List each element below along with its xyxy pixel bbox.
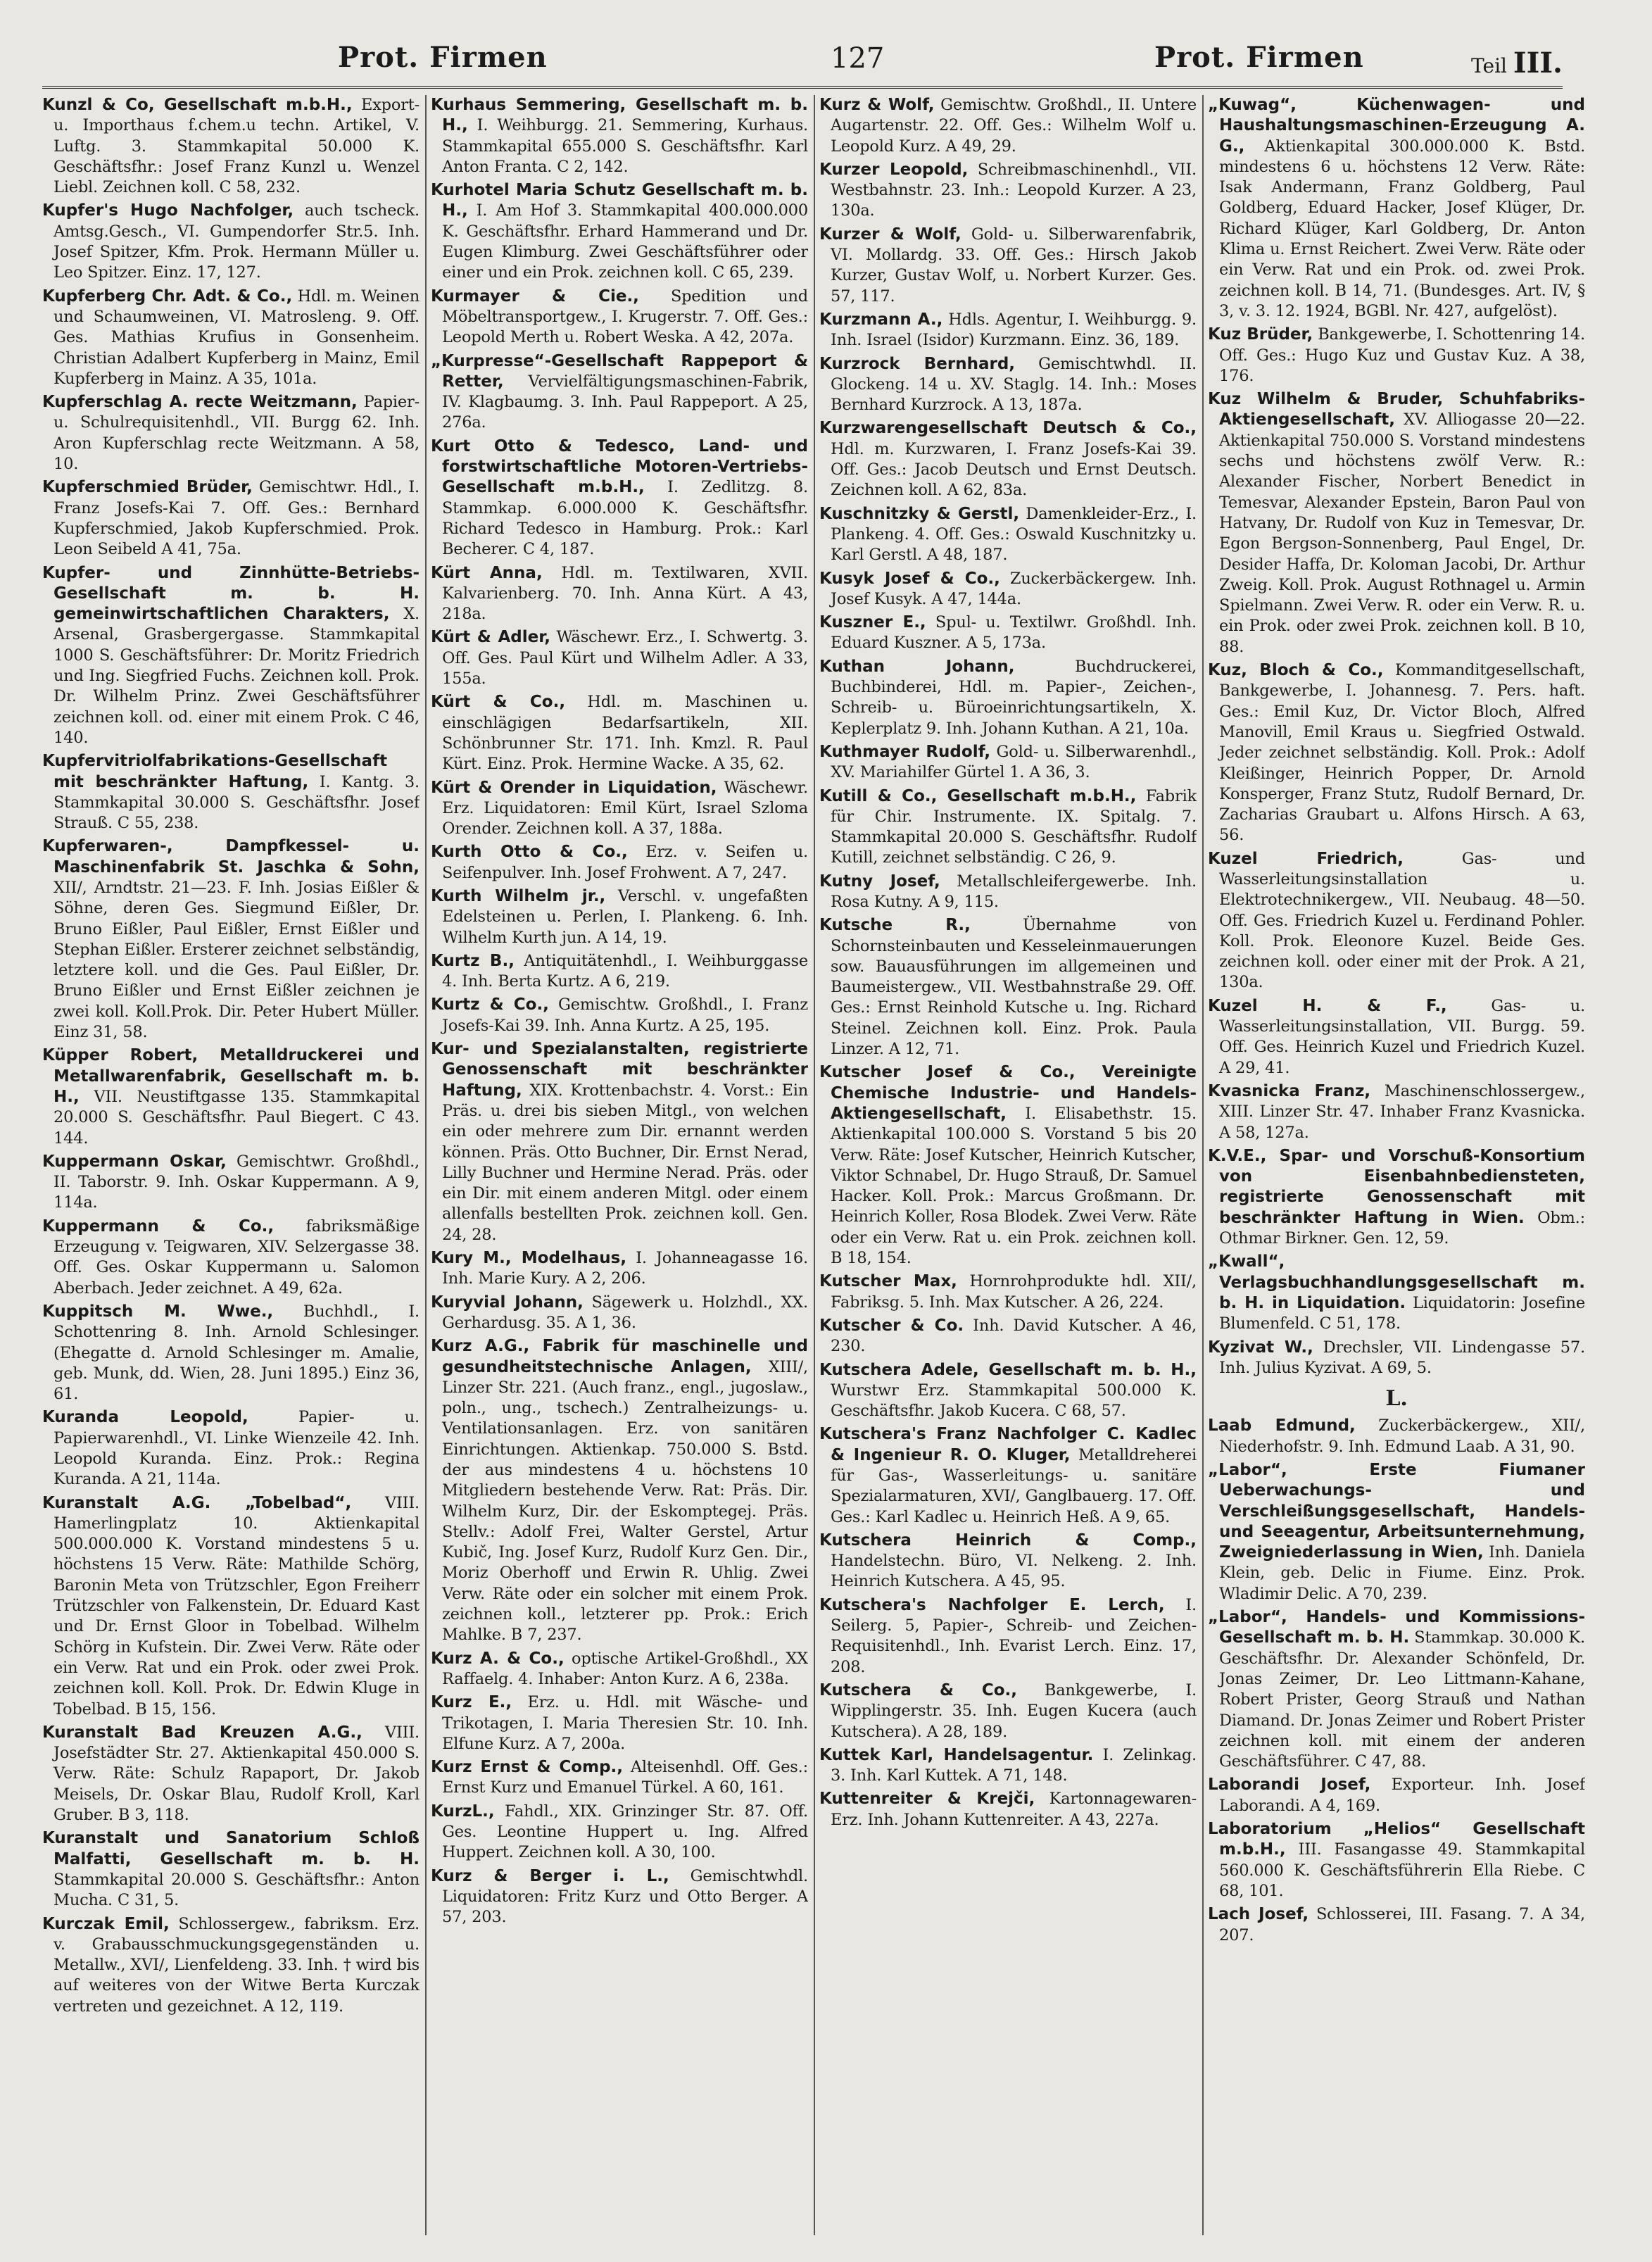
directory-entry	[42, 1723, 420, 1826]
firm-details: Papier- u. Schulrequisitenhdl., VII. Burgg 62. Inh. Aron Kupferschlag recte Weitzmann. A 58, 10.	[53, 393, 420, 474]
firm-details: Wurstwr Erz. Stammkapital 500.000 K. Geschäftsfhr. Jakob Kucera. C 68, 57.	[831, 1381, 1197, 1421]
firm-name: Kutschera's Franz Nachfolger C. Kadlec & Ingenieur R. O. Kluger,	[819, 1425, 1197, 1464]
directory-entry	[1208, 325, 1585, 387]
directory-entry	[1208, 389, 1585, 658]
firm-name: Kurhaus Semmering, Gesellschaft m. b. H.,	[431, 96, 808, 135]
directory-entry	[42, 201, 420, 283]
directory-entry	[42, 563, 420, 749]
firm-details: Übernahme von Schornsteinbauten und Kesseleinmauerungen sow. Bauausführungen im allgemeinen und Baumeistergew., VII. Westbahnstraße 29. Off. Ges.: Ernst Reinhold Kutsche u. Ing. Richard Steinel. Zeichnen koll. Einz. Prok. Paula Linzer. A 12, 71.	[831, 916, 1197, 1059]
firm-name: Kürt & Orender in Liquidation,	[431, 778, 717, 797]
header-left-title: Prot. Firmen	[338, 41, 548, 74]
directory-entry	[431, 563, 808, 625]
firm-details: Obm.: Othmar Birkner. Gen. 12, 59.	[1219, 1208, 1585, 1248]
firm-name: Kyzivat W.,	[1208, 1338, 1313, 1357]
firm-details: Gemischtwhdl. Liquidatoren: Fritz Kurz und Otto Berger. A 57, 203.	[442, 1866, 808, 1927]
directory-entry	[42, 836, 420, 1043]
firm-name: Kurzwarengesellschaft Deutsch & Co.,	[819, 419, 1197, 438]
firm-name: Kurmayer & Cie.,	[431, 287, 639, 306]
firm-name: Kutill & Co., Gesellschaft m.b.H.,	[819, 786, 1137, 805]
firm-details: I. Zelinkag. 3. Inh. Karl Kuttek. A 71, 148.	[831, 1745, 1197, 1785]
directory-entry	[819, 915, 1197, 1060]
column-divider	[814, 95, 815, 2235]
firm-name: Kuz Wilhelm & Bruder, Schuhfabriks-Aktiengesellschaft,	[1208, 390, 1585, 429]
firm-details: Hdls. Agentur, I. Weihburgg. 9. Inh. Israel (Isidor) Kurzmann. Einz. 36, 189.	[831, 310, 1197, 350]
firm-name: Kuttek Karl, Handelsagentur.	[819, 1745, 1094, 1764]
firm-name: Kurz A. & Co.,	[431, 1649, 565, 1668]
firm-name: Kurz E.,	[431, 1693, 512, 1712]
directory-entry	[42, 1828, 420, 1911]
directory-entry	[431, 842, 808, 884]
firm-details: Inh. Daniela Klein, geb. Delic in Fiume. Einz. Prok. Wladimir Delic. A 70, 239.	[1219, 1543, 1585, 1603]
column-2	[431, 95, 808, 2235]
directory-entry	[431, 1866, 808, 1928]
directory-entry	[431, 1757, 808, 1799]
letter-section-heading: L.	[1385, 1386, 1408, 1412]
firm-details: auch tscheck. Amtsg.Gesch., VI. Gumpendorfer Str.5. Inh. Josef Spitzer, Kfm. Prok. Hermann Müller u. Leo Spitzer. Einz. 17, 127.	[53, 201, 420, 282]
firm-name: Kuppermann & Co.,	[42, 1217, 275, 1236]
firm-details: Export- u. Importhaus f.chem.u techn. Artikel, V. Luftg. 3. Stammkapital 50.000 K. Geschäftsfhr.: Josef Franz Kunzl u. Wenzel Liebl. Zeichnen koll. C 58, 232.	[53, 96, 420, 197]
firm-name: Lach Josef,	[1208, 1905, 1309, 1924]
firm-name: Kurth Wilhelm jr.,	[431, 886, 606, 905]
firm-details: Fahdl., XIX. Grinzinger Str. 87. Off. Ges. Leontine Huppert u. Ing. Alfred Huppert. Zeichnen koll. A 30, 100.	[442, 1802, 808, 1862]
firm-details: Antiquitätenhdl., I. Weihburggasse 4. Inh. Berta Kurtz. A 6, 219.	[442, 951, 808, 991]
part-indicator	[1471, 46, 1563, 80]
firm-details: Gas- und Wasserleitungsinstallation u. Elektrotechnikergew., VII. Neubaug. 48—50. Off. Ges. Friedrich Kuzel u. Ferdinand Pohler. Koll. Prok. Eleonore Kuzel. Beide Ges. zeichnen koll. oder einer mit der Prok. A 21, 130a.	[1219, 849, 1585, 992]
column-divider	[425, 95, 427, 2235]
firm-details: I. Am Hof 3. Stammkapital 400.000.000 K. Geschäftsfhr. Erhard Hammerand und Dr. Eugen Klimburg. Zwei Geschäftsführer oder einer und ein Prok. zeichnen koll. C 65, 239.	[442, 201, 808, 282]
directory-entry	[431, 436, 808, 560]
firm-details: Vervielfältigungsmaschinen-Fabrik, IV. Klagbaumg. 3. Inh. Paul Rappeport. A 25, 276a.	[442, 372, 808, 432]
firm-details: I. Zedlitzg. 8. Stammkap. 6.000.000 K. Geschäftsfhr. Richard Tedesco in Hamburg. Prok.: Karl Becherer. C 4, 187.	[442, 478, 808, 559]
firm-name: Kupferwaren-, Dampfkessel- u. Maschinenfabrik St. Jaschka & Sohn,	[42, 837, 420, 876]
directory-entry	[431, 1336, 808, 1645]
firm-details: Handelstechn. Büro, VI. Nelkeng. 2. Inh. Heinrich Kutschera. A 45, 95.	[831, 1552, 1197, 1591]
directory-entry	[431, 627, 808, 689]
firm-name: Kurt Otto & Tedesco, Land- und forstwirtschaftliche Motoren-Vertriebs-Gesellschaft m.b.H.,	[431, 436, 808, 497]
firm-name: Kurczak Emil,	[42, 1914, 170, 1933]
firm-details: Gemischtwr. Großhdl., II. Taborstr. 9. Inh. Oskar Kuppermann. A 9, 114a.	[53, 1152, 420, 1212]
firm-name: Kuppermann Oskar,	[42, 1152, 227, 1171]
firm-name: Kuranstalt und Sanatorium Schloß Malfatti, Gesellschaft m. b. H.	[42, 1829, 420, 1868]
firm-details: Hdl. m. Kurzwaren, I. Franz Josefs-Kai 39. Off. Ges.: Jacob Deutsch und Ernst Deutsch. Zeichnen koll. A 62, 83a.	[831, 439, 1197, 500]
firm-details: I. Seilerg. 5, Papier-, Schreib- und Zeichen-Requisitenhdl., Inh. Evarist Lerch. Einz. 17, 208.	[831, 1595, 1197, 1676]
directory-entry	[431, 180, 808, 283]
directory-entry	[819, 569, 1197, 610]
directory-entry	[431, 1248, 808, 1290]
firm-details: Wäschewr. Erz. Liquidatoren: Emil Kürt, Israel Szloma Orender. Zeichnen koll. A 37, 188a.	[442, 778, 808, 838]
header-right-title: Prot. Firmen	[1154, 41, 1364, 74]
firm-details: Spul- u. Textilwr. Großhdl. Inh. Eduard Kuszner. A 5, 173a.	[831, 613, 1197, 653]
directory-entry	[819, 1424, 1197, 1527]
firm-details: Gold- u. Silberwarenfabrik, VI. Mollardg. 33. Off. Ges.: Hirsch Jakob Kurzer, Gustav Wolf, u. Norbert Kurzer. Ges. 57, 117.	[831, 225, 1197, 306]
firm-details: Spedition und Möbeltransportgew., I. Krugerstr. 7. Off. Ges.: Leopold Merth u. Robert Weska. A 42, 207a.	[442, 287, 808, 347]
firm-name: K.V.E., Spar- und Vorschuß-Konsortium von Eisenbahnbediensteten, registrierte Genossenschaft mit beschränkter Haftung in Wien.	[1208, 1146, 1585, 1227]
directory-entry	[1208, 1460, 1585, 1604]
firm-details: Buchdruckerei, Buchbinderei, Hdl. m. Papier-, Zeichen-, Schreib- u. Büroeinrichtungsartikeln, X. Keplerplatz 9. Inh. Johann Kuthan. A 21, 10a.	[831, 657, 1197, 738]
firm-name: Kurth Otto & Co.,	[431, 843, 628, 862]
directory-entry	[819, 1271, 1197, 1313]
firm-name: „Kuwag“, Küchenwagen- und Haushaltungsmaschinen-Erzeugung A. G.,	[1208, 96, 1585, 156]
firm-details: Papier- u. Papierwarenhdl., VI. Linke Wienzeile 42. Inh. Leopold Kuranda. Einz. Prok.: Regina Kuranda. A 21, 114a.	[53, 1408, 420, 1489]
directory-entry	[1208, 95, 1585, 322]
directory-entry	[819, 225, 1197, 307]
firm-details: Liquidatorin: Josefine Blumenfeld. C 51, 178.	[1219, 1293, 1585, 1333]
columns-container	[42, 95, 1591, 2235]
firm-name: Kusyk Josef & Co.,	[819, 569, 1000, 588]
firm-name: Kutsche R.,	[819, 916, 971, 935]
firm-details: Hdl. m. Weinen und Schaumweinen, VI. Matrosleng. 9. Off. Ges. Mathias Krufius in Gonsenheim. Christian Adalbert Kupferberg in Mainz, Emil Kupferberg in Mainz. A 35, 101a.	[53, 287, 420, 388]
firm-name: Laboratorium „Helios“ Gesellschaft m.b.H.,	[1208, 1820, 1585, 1859]
directory-entry	[42, 1407, 420, 1490]
firm-name: Kutschera Adele, Gesellschaft m. b. H.,	[819, 1360, 1197, 1379]
part-label: Teil	[1471, 54, 1507, 77]
firm-details: I. Johanneagasse 16. Inh. Marie Kury. A 2, 206.	[442, 1249, 808, 1288]
firm-details: Gemischtwhdl. II. Glockeng. 14 u. XV. Staglg. 14. Inh.: Moses Bernhard Kurzrock. A 13, 187a.	[831, 354, 1197, 415]
firm-details: Kartonnagewaren-Erz. Inh. Johann Kuttenreiter. A 43, 227a.	[831, 1790, 1197, 1829]
firm-name: Kunzl & Co, Gesellschaft m.b.H.,	[42, 96, 353, 114]
directory-entry	[1208, 1607, 1585, 1772]
directory-entry	[819, 612, 1197, 654]
directory-entry	[1208, 1081, 1585, 1143]
directory-entry	[1208, 660, 1585, 846]
directory-entry	[819, 872, 1197, 913]
firm-name: Kvasnicka Franz,	[1208, 1081, 1371, 1100]
directory-entry	[819, 1062, 1197, 1269]
firm-details: XIII/, Linzer Str. 221. (Auch franz., engl., jugoslaw., poln., ung., tschech.) Zentralheizungs- u. Ventilationsanlagen. Erz. von sanitären Einrichtungen. Aktienkap. 750.000 S. Bstd. der aus mindestens 4 u. höchstens 10 Mitgliedern bestehende Verw. Rat: Präs. Dir. Wilhelm Kurz, Dir. der Eskomptegej. Präs. Stellv.: Adolf Frei, Walter Gerstel, Artur Kubič, Ing. Josef Kurz, Rudolf Kurz Gen. Dir., Moriz Oberhoff und Erwin R. Uhlig. Zwei Verw. Räte oder ein solcher mit einem Prok. zeichnen koll., letzterer pp. Prok.: Erich Mahlke. B 7, 237.	[442, 1357, 808, 1645]
directory-entry	[819, 1789, 1197, 1830]
firm-name: „Labor“, Erste Fiumaner Ueberwachungs- und Verschleißungsgesellschaft, Handels- und Seeagentur, Arbeitsunternehmung, Zweigniederlassung in Wien,	[1208, 1461, 1585, 1562]
firm-details: VII. Neustiftgasse 135. Stammkapital 20.000 S. Geschäftsfhr. Paul Biegert. C 43. 144.	[53, 1087, 420, 1148]
column-divider	[1202, 95, 1204, 2235]
firm-details: I. Weihburgg. 21. Semmering, Kurhaus. Stammkapital 655.000 S. Geschäftsfhr. Karl Anton Franta. C 2, 142.	[442, 116, 808, 176]
firm-details: Inh. David Kutscher. A 46, 230.	[831, 1316, 1197, 1356]
firm-name: Kutscher Josef & Co., Vereinigte Chemische Industrie- und Handels-Aktiengesellschaft,	[819, 1063, 1197, 1123]
firm-name: Kuszner E.,	[819, 613, 926, 632]
firm-details: Gemischtw. Großhdl., I. Franz Josefs-Kai 39. Inh. Anna Kurtz. A 25, 195.	[442, 995, 808, 1035]
firm-details: Erz. u. Hdl. mit Wäsche- und Trikotagen, I. Maria Theresien Str. 10. Inh. Elfune Kurz. A 7, 200a.	[442, 1693, 808, 1753]
firm-details: I. Elisabethstr. 15. Aktienkapital 100.000 S. Vorstand 5 bis 20 Verw. Räte: Josef Kutscher, Heinrich Kutscher, Viktor Schnabel, Dr. Hugo Strauß, Dr. Samuel Hacker. Koll. Prok.: Marcus Großmann. Dr. Heinrich Koller, Rosa Blodek. Zwei Verw. Räte oder ein Verw. Rat u. ein Prok. zeichnen koll. B 18, 154.	[831, 1104, 1197, 1268]
directory-entry	[819, 310, 1197, 351]
firm-details: Schlosserei, III. Fasang. 7. A 34, 207.	[1219, 1905, 1585, 1944]
firm-details: XV. Alliogasse 20—22. Aktienkapital 750.000 S. Vorstand mindestens sechs und höchstens zwölf Verw. R.: Alexander Fischer, Norbert Benedict in Temesvar, Alexander Epstein, Baron Paul von Hatvany, Dr. Rudolf von Kuz in Temesvar, Dr. Egon Bergson-Sonnenberg, Paul Engel, Dr. Desider Haffa, Dr. Koloman Jacobi, Dr. Arthur Zweig. Koll. Prok. August Rothnagel u. Armin Spielmann. Zwei Verw. R. oder ein Verw. R. u. ein Prok. oder zwei Prok. zeichnen koll. B 10, 88.	[1219, 410, 1585, 656]
firm-details: Gemischtwr. Hdl., I. Franz Josefs-Kai 7. Off. Ges.: Bernhard Kupferschmied, Jakob Kupferschmied. Prok. Leon Seibeld A 41, 75a.	[53, 478, 420, 559]
directory-entry	[819, 657, 1197, 739]
firm-name: Kutny Josef,	[819, 872, 940, 891]
firm-name: Kury M., Modelhaus,	[431, 1249, 627, 1268]
firm-name: Kurzer & Wolf,	[819, 225, 961, 244]
directory-entry	[42, 1914, 420, 2017]
directory-entry	[431, 95, 808, 177]
directory-entry	[431, 886, 808, 948]
column-4	[1208, 95, 1585, 2235]
firm-name: Kurhotel Maria Schutz Gesellschaft m. b. H.,	[431, 181, 808, 220]
firm-name: Kupferberg Chr. Adt. & Co.,	[42, 287, 293, 306]
firm-name: KurzL.,	[431, 1802, 495, 1821]
firm-name: Kürt & Adler,	[431, 628, 550, 647]
firm-details: Schreibmaschinenhdl., VII. Westbahnstr. 23. Inh.: Leopold Kurzer. A 23, 130a.	[831, 160, 1197, 220]
directory-entry	[819, 418, 1197, 501]
column-1	[42, 95, 420, 2235]
directory-entry	[1208, 996, 1585, 1079]
firm-name: Kupfervitriolfabrikations-Gesellschaft mit beschränkter Haftung,	[42, 752, 388, 791]
directory-entry	[1208, 1416, 1585, 1457]
firm-name: Kuppitsch M. Wwe.,	[42, 1302, 274, 1321]
firm-name: Kurz Ernst & Comp.,	[431, 1758, 624, 1777]
directory-entry	[1208, 1252, 1585, 1334]
firm-details: Erz. v. Seifen u. Seifenpulver. Inh. Josef Frohwent. A 7, 247.	[442, 843, 808, 882]
firm-name: Kurz A.G., Fabrik für maschinelle und gesundheitstechnische Anlagen,	[431, 1337, 808, 1376]
firm-name: Kuranda Leopold,	[42, 1408, 248, 1427]
firm-name: Kurz & Wolf,	[819, 96, 935, 114]
directory-entry	[819, 504, 1197, 566]
column-3	[819, 95, 1197, 2235]
firm-details: Fabrik für Chir. Instrumente. IX. Spitalg. 7. Stammkapital 20.000 S. Geschäftsfhr. Rudolf Kutill, zeichnet selbständig. C 26, 9.	[831, 786, 1197, 867]
directory-entry	[819, 354, 1197, 416]
firm-name: Küpper Robert, Metalldruckerei und Metallwarenfabrik, Gesellschaft m. b. H.,	[42, 1046, 420, 1106]
firm-details: I. Kantg. 3. Stammkapital 30.000 S. Geschäftsfhr. Josef Strauß. C 55, 238.	[53, 772, 420, 833]
directory-entry	[1208, 1146, 1585, 1249]
firm-name: Kuzel Friedrich,	[1208, 849, 1404, 868]
firm-details: Stammkap. 30.000 K. Geschäftsfhr. Dr. Alexander Schönfeld, Dr. Jonas Zeimer, Dr. Leo Littmann-Kahane, Robert Prister, Georg Strauß und Nathan Diamand. Dr. Jonas Zeimer und Robert Prister zeichnen koll. mit einem der anderen Geschäftsführer. C 47, 88.	[1219, 1628, 1585, 1771]
firm-name: Kurz & Berger i. L.,	[431, 1866, 669, 1885]
firm-details: Zuckerbäckergew., XII/, Niederhofstr. 9. Inh. Edmund Laab. A 31, 90.	[1219, 1416, 1585, 1456]
firm-details: Alteisenhdl. Off. Ges.: Ernst Kurz und Emanuel Türkel. A 60, 161.	[442, 1758, 808, 1797]
firm-details: III. Fasangasse 49. Stammkapital 560.000 K. Geschäftsführerin Ella Riebe. C 68, 101.	[1219, 1840, 1585, 1900]
directory-entry	[42, 287, 420, 389]
firm-details: Exporteur. Inh. Josef Laborandi. A 4, 169.	[1219, 1776, 1585, 1815]
firm-name: Kuranstalt Bad Kreuzen A.G.,	[42, 1723, 362, 1742]
directory-entry	[819, 1360, 1197, 1422]
firm-name: Laborandi Josef,	[1208, 1776, 1371, 1795]
directory-entry	[42, 477, 420, 560]
firm-name: Kuranstalt A.G. „Tobelbad“,	[42, 1493, 352, 1512]
firm-details: Sägewerk u. Holzhdl., XX. Gerhardusg. 35. A 1, 36.	[442, 1293, 808, 1332]
directory-entry	[431, 1692, 808, 1754]
directory-entry	[431, 1039, 808, 1245]
firm-name: Kuthan Johann,	[819, 657, 1015, 676]
directory-entry	[819, 1745, 1197, 1787]
firm-details: XIX. Krottenbachstr. 4. Vorst.: Ein Präs. u. drei bis sieben Mitgl., von welchen ein oder mehrere zum Dir. ernannt werden können. Präs. Otto Buchner, Dir. Ernst Nerad, Lilly Buchner und Hermine Nerad. Präs. oder ein Dir. mit einem anderen Mitgl. oder einem allenfalls bestellten Prok. zeichnen koll. Gen. 24, 28.	[442, 1081, 808, 1244]
directory-entry	[819, 1531, 1197, 1592]
directory-entry	[42, 1217, 420, 1299]
firm-name: Kuz Brüder,	[1208, 325, 1313, 344]
firm-details: Drechsler, VII. Lindengasse 57. Inh. Julius Kyzivat. A 69, 5.	[1219, 1338, 1585, 1377]
firm-name: Kupfer's Hugo Nachfolger,	[42, 201, 294, 220]
firm-name: Kutscher & Co.	[819, 1316, 964, 1335]
firm-details: Hdl. m. Maschinen u. einschlägigen Bedarfsartikeln, XII. Schönbrunner Str. 171. Inh. Kmzl. R. Paul Kürt. Einz. Prok. Hermine Wacke. A 35, 62.	[442, 693, 808, 774]
firm-name: Kutschera & Co.,	[819, 1680, 1018, 1699]
directory-entry	[431, 351, 808, 434]
firm-details: Damenkleider-Erz., I. Plankeng. 4. Off. Ges.: Oswald Kuschnitzky u. Karl Gerstl. A 48, 187.	[831, 504, 1197, 565]
firm-name: „Kwall“, Verlagsbuchhandlungsgesellschaft m. b. H. in Liquidation.	[1208, 1252, 1585, 1312]
page-header	[42, 37, 1563, 89]
directory-entry	[819, 1680, 1197, 1742]
firm-name: „Labor“, Handels- und Kommissions-Gesellschaft m. b. H.	[1208, 1608, 1585, 1647]
directory-entry	[819, 160, 1197, 222]
directory-entry	[1208, 1904, 1585, 1946]
firm-details: Aktienkapital 300.000.000 K. Bstd. mindestens 6 u. höchstens 12 Verw. Räte: Isak Andermann, Franz Goldberg, Paul Goldberg, Eduard Hacker, Josef Klüger, Dr. Richard Klüger, Karl Goldberg, Dr. Anton Klima u. Ernst Reichert. Zwei Verw. Räte oder ein Verw. Rat und ein Prok. od. zwei Prok. zeichnen koll. B 14, 71. (Bundesges. Art. IV, § 3, v. 3. 12. 1924, BGBl. Nr. 427, aufgelöst).	[1219, 137, 1585, 320]
directory-entry	[1208, 1775, 1585, 1816]
firm-name: Kupferschlag A. recte Weitzmann,	[42, 393, 358, 412]
directory-entry	[819, 1316, 1197, 1357]
directory-entry	[42, 1493, 420, 1720]
firm-details: optische Artikel-Großhdl., XX Raffaelg. 4. Inhaber: Anton Kurz. A 6, 238a.	[442, 1649, 808, 1688]
firm-name: Kuz, Bloch & Co.,	[1208, 661, 1384, 680]
firm-name: Kupferschmied Brüder,	[42, 478, 253, 497]
firm-details: Hornrohprodukte hdl. XII/, Fabriksg. 5. Inh. Max Kutscher. A 26, 224.	[831, 1272, 1197, 1312]
firm-details: Buchhdl., I. Schottenring 8. Inh. Arnold Schlesinger. (Ehegatte d. Arnold Schlesinger m. Amalie, geb. Munk, dd. Wien, 28. Juni 1895.) Einz 36, 61.	[53, 1302, 420, 1404]
firm-details: XII/, Arndtstr. 21—23. F. Inh. Josias Eißler & Söhne, deren Ges. Siegmund Eißler, Dr. Bruno Eißler, Paul Eißler, Ernst Eißler und Stephan Eißler. Ersterer zeichnet selbständig, letztere koll. und die Ges. Paul Eißler, Dr. Bruno Eißler und Ernst Eißler zeichnen je zwei koll. Koll.Prok. Dir. Peter Hubert Müller. Einz 31, 58.	[53, 878, 420, 1042]
firm-name: Kuzel H. & F.,	[1208, 996, 1447, 1015]
directory-entry	[431, 995, 808, 1036]
firm-name: Kürt & Co.,	[431, 693, 566, 712]
firm-name: Kurtz B.,	[431, 951, 515, 970]
firm-details: Bankgewerbe, I. Wipplingerstr. 35. Inh. Eugen Kucera (auch Kutschera). A 28, 189.	[831, 1680, 1197, 1741]
firm-name: Kutschera Heinrich & Comp.,	[819, 1531, 1197, 1550]
firm-name: Kurtz & Co.,	[431, 995, 549, 1014]
directory-entry	[819, 742, 1197, 784]
directory-entry	[819, 1595, 1197, 1678]
firm-name: Kürt Anna,	[431, 563, 543, 582]
directory-entry	[431, 692, 808, 774]
directory-entry	[1208, 849, 1585, 993]
firm-details: VIII. Hamerlingplatz 10. Aktienkapital 500.000.000 K. Vorstand mindestens 5 u. höchstens 15 Verw. Räte: Mathilde Schörg, Baronin Meta von Trützschler, Egon Freiherr Trützschler von Falkenstein, Dr. Eduard Kast und Dr. Ernst Gloor in Tobelbad. Wilhelm Schörg in Kufstein. Dir. Zwei Verw. Räte oder ein Verw. Rat und ein Prok. oder zwei Prok. zeichnen koll. Koll. Prok. Dr. Edwin Kluge in Tobelbad. B 15, 156.	[53, 1493, 420, 1719]
firm-details: Gold- u. Silberwarenhdl., XV. Mariahilfer Gürtel 1. A 36, 3.	[831, 742, 1197, 782]
directory-entry	[42, 95, 420, 198]
firm-details: VIII. Josefstädter Str. 27. Aktienkapital 450.000 S. Verw. Räte: Schulz Rapaport, Dr. Jakob Meisels, Dr. Oskar Blau, Rudolf Kroll, Karl Gruber. B 3, 118.	[53, 1723, 420, 1825]
firm-name: Laab Edmund,	[1208, 1416, 1356, 1435]
firm-details: Bankgewerbe, I. Schottenring 14. Off. Ges.: Hugo Kuz und Gustav Kuz. A 38, 176.	[1219, 325, 1585, 385]
directory-entry	[42, 392, 420, 475]
firm-name: Kur- und Spezialanstalten, registrierte Genossenschaft mit beschränkter Haftung,	[431, 1040, 808, 1100]
firm-name: Kupfer- und Zinnhütte-Betriebs-Gesellschaft m. b. H. gemeinwirtschaftlichen Charakters,	[42, 563, 420, 624]
firm-name: Kuttenreiter & Krejči,	[819, 1790, 1035, 1809]
firm-details: Hdl. m. Textilwaren, XVII. Kalvarienberg. 70. Inh. Anna Kürt. A 43, 218a.	[442, 563, 808, 624]
firm-name: Kurzrock Bernhard,	[819, 354, 1016, 373]
directory-entry	[42, 1045, 420, 1148]
directory-entry	[431, 951, 808, 993]
firm-details: fabriksmäßige Erzeugung v. Teigwaren, XIV. Selzergasse 38. Off. Ges. Oskar Kuppermann u. Salomon Aberbach. Jeder zeichnet. A 49, 62a.	[53, 1217, 420, 1297]
firm-name: Kutscher Max,	[819, 1272, 957, 1291]
directory-entry	[431, 1802, 808, 1864]
firm-details: Gemischtw. Großhdl., II. Untere Augartenstr. 22. Off. Ges.: Wilhelm Wolf u. Leopold Kurz. A 49, 29.	[831, 96, 1197, 156]
firm-name: Kurzmann A.,	[819, 310, 943, 329]
firm-details: Verschl. v. ungefaßten Edelsteinen u. Perlen, I. Plankeng. 6. Inh. Wilhelm Kurth jun. A 14, 19.	[442, 886, 808, 947]
firm-name: Kuryvial Johann,	[431, 1293, 584, 1312]
firm-details: Zuckerbäckergew. Inh. Josef Kusyk. A 47, 144a.	[831, 569, 1197, 608]
directory-entry	[1208, 1338, 1585, 1379]
directory-entry	[431, 1293, 808, 1334]
directory-entry	[431, 287, 808, 348]
page-number: 127	[831, 42, 885, 75]
firm-details: Metallschleifergewerbe. Inh. Rosa Kutny. A 9, 115.	[831, 872, 1197, 911]
firm-details: Stammkapital 20.000 S. Geschäftsfhr.: Anton Mucha. C 31, 5.	[53, 1870, 420, 1910]
directory-entry	[42, 751, 420, 834]
firm-details: X. Arsenal, Grasbergergasse. Stammkapital 1000 S. Geschäftsführer: Dr. Moritz Friedrich und Ing. Siegfried Fuchs. Zeichnen koll. Prok. Dr. Wilhelm Prinz. Zwei Geschäftsführer zeichnen koll. od. einer mit einem Prok. C 46, 140.	[53, 605, 420, 747]
firm-details: Schlossergew., fabriksm. Erz. v. Grabausschmuckungsgegenständen u. Metallw., XVI/, Lienfeldeng. 33. Inh. † wird bis auf weiteres von der Witwe Berta Kurczak vertreten und gezeichnet. A 12, 119.	[53, 1914, 420, 2016]
part-value: III.	[1513, 46, 1563, 80]
directory-entry	[42, 1152, 420, 1214]
directory-entry	[431, 1649, 808, 1690]
firm-name: Kurzer Leopold,	[819, 160, 969, 179]
firm-details: Metalldreherei für Gas-, Wasserleitungs- u. sanitäre Spezialarmaturen, XVI/, Ganglbauerg. 17. Off. Ges.: Karl Kadlec u. Heinrich Heß. A 9, 65.	[831, 1445, 1197, 1526]
firm-details: Gas- u. Wasserleitungsinstallation, VII. Burgg. 59. Off. Ges. Heinrich Kuzel und Friedrich Kuzel. A 29, 41.	[1219, 996, 1585, 1077]
firm-details: Wäschewr. Erz., I. Schwertg. 3. Off. Ges. Paul Kürt und Wilhelm Adler. A 33, 155a.	[442, 628, 808, 689]
directory-entry	[1208, 1819, 1585, 1902]
firm-name: „Kurpresse“-Gesellschaft Rappeport & Retter,	[431, 351, 808, 391]
firm-name: Kutschera's Nachfolger E. Lerch,	[819, 1595, 1165, 1614]
directory-entry	[431, 778, 808, 840]
firm-details: Maschinenschlossergew., XIII. Linzer Str. 47. Inhaber Franz Kvasnicka. A 58, 127a.	[1219, 1081, 1585, 1142]
directory-entry	[819, 786, 1197, 869]
firm-name: Kuschnitzky & Gerstl,	[819, 504, 1020, 523]
firm-name: Kuthmayer Rudolf,	[819, 742, 991, 761]
directory-entry	[42, 1302, 420, 1405]
firm-details: Kommanditgesellschaft, Bankgewerbe, I. Johannesg. 7. Pers. haft. Ges.: Emil Kuz, Dr. Victor Bloch, Alfred Manovill, Emil Kraus u. Siegfried Ostwald. Jeder zeichnet selbständig. Koll. Prok.: Adolf Kleißinger, Heinrich Popper, Dr. Arnold Konsperger, Franz Stutz, Rudolf Bernard, Dr. Zacharias Graubart u. Alfons Hirsch. A 63, 56.	[1219, 661, 1585, 845]
directory-entry	[819, 95, 1197, 157]
